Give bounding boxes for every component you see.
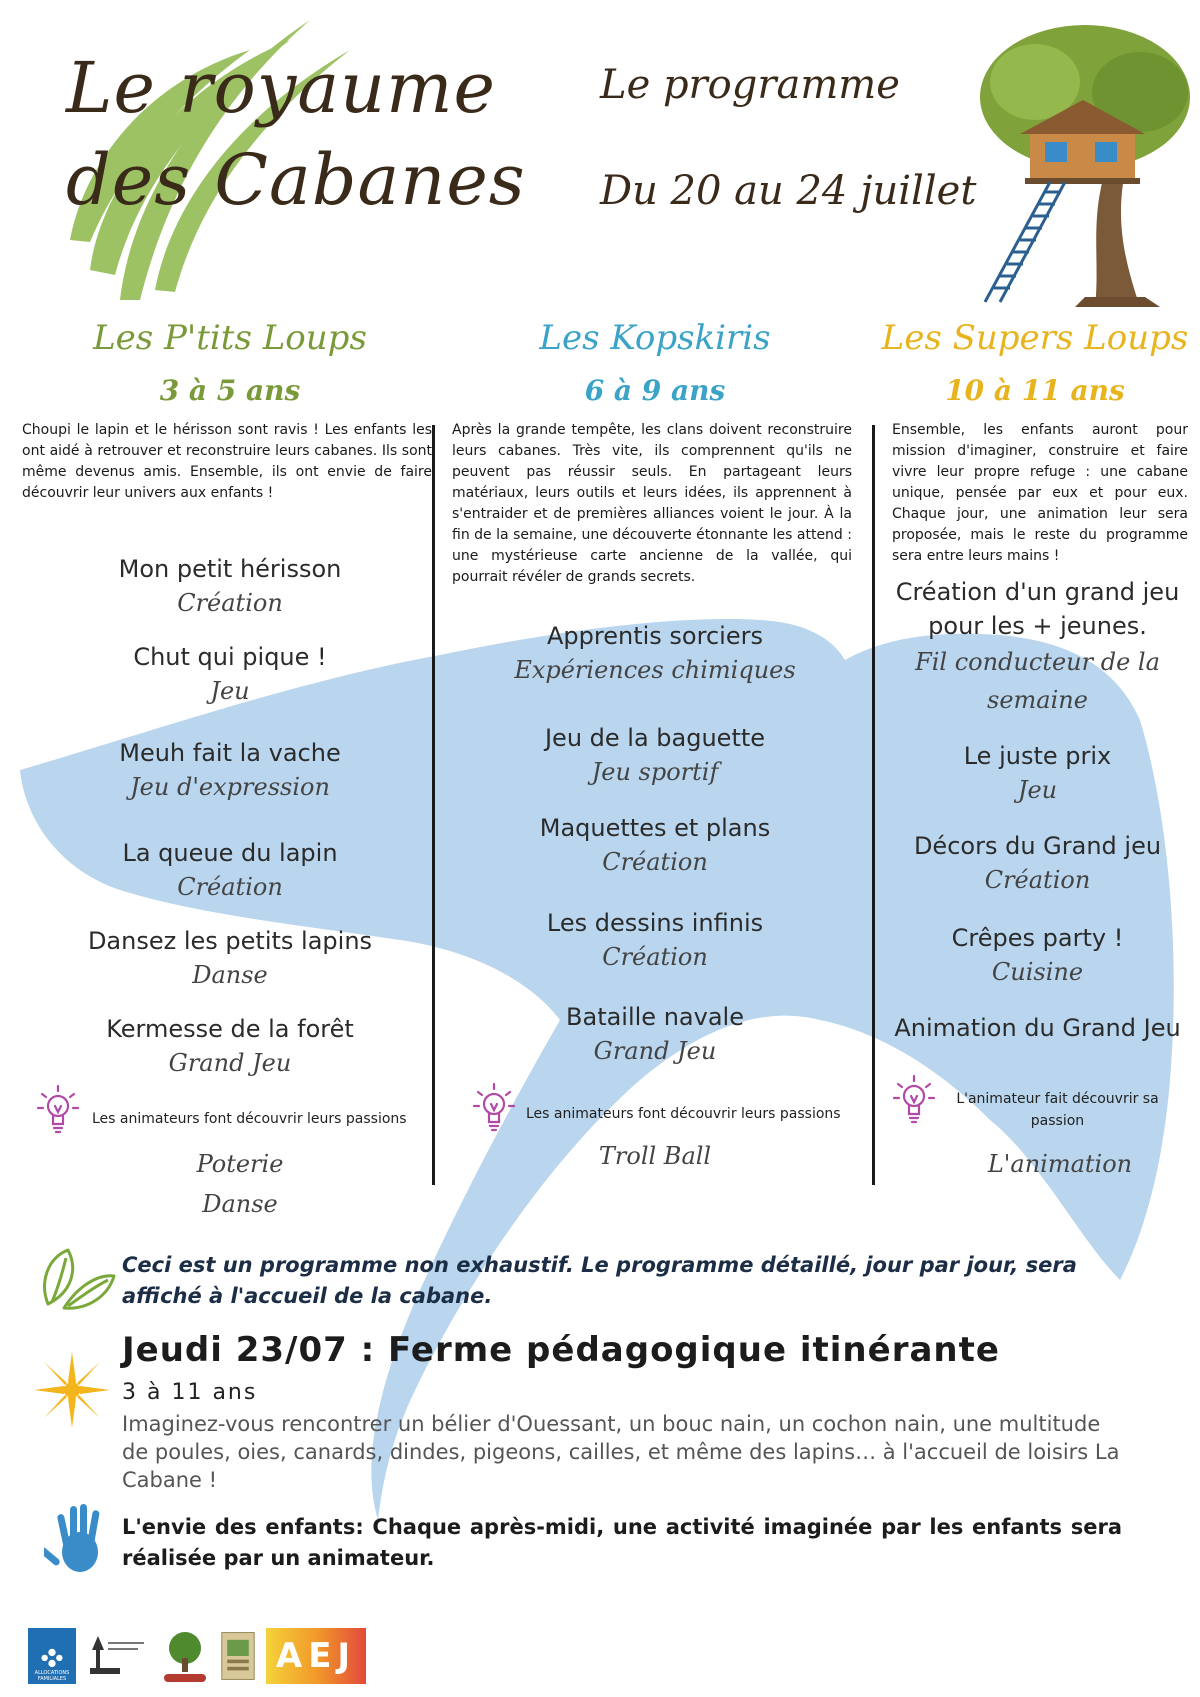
- passion-item: Troll Ball: [598, 1142, 712, 1170]
- activity-title: Décors du Grand jeu: [913, 832, 1162, 860]
- group-description-kopskiris: Après la grande tempête, les clans doivent reconstruire leurs cabanes. Très vite, ils comprennent qu'ils ne peuvent pas réussir seuls. En partageant leurs matériaux, leurs outils et leurs idées, ils apprennent à s'entraider et de premières alliances voient le jour. À la fin de la semaine, une découverte étonnante les attend : une mystérieuse carte ancienne de la vallée, qui pourrait révéler de grands secrets.: [452, 422, 852, 585]
- activity-type: Grand Jeu: [168, 1049, 292, 1077]
- activity-type: Cuisine: [991, 958, 1084, 986]
- passion-item: L'animation: [987, 1150, 1133, 1178]
- activity-item: [20, 739, 440, 839]
- passion-caption-kopskiris: Les animateurs font découvrir leurs passions: [526, 1106, 841, 1122]
- tree-logo: [160, 1628, 210, 1684]
- activity-type: Expériences chimiques: [514, 656, 796, 684]
- activity-title: Maquettes et plans: [539, 814, 771, 842]
- activity-type: Grand Jeu: [593, 1037, 717, 1065]
- activity-type: Jeu d'expression: [130, 773, 330, 801]
- activity-title: Kermesse de la forêt: [106, 1015, 354, 1043]
- activity-type: Création: [177, 589, 283, 617]
- activity-title: Les dessins infinis: [546, 909, 764, 937]
- lightbulb-icon: [472, 1080, 516, 1136]
- passion-item: Danse: [202, 1190, 278, 1218]
- activity-item: [445, 814, 865, 909]
- activity-type: Fil conducteur de la semaine: [915, 648, 1160, 714]
- main-title-line-2: des Cabanes: [66, 139, 526, 221]
- activity-item: [445, 1003, 865, 1091]
- caf-logo-text: ALLOCATIONS FAMILIALES: [34, 1670, 70, 1682]
- commune-logo: [88, 1628, 150, 1684]
- activity-title: Animation du Grand Jeu: [894, 1014, 1181, 1042]
- passion-caption-ptits-loups: Les animateurs font découvrir leurs passions: [92, 1111, 407, 1127]
- group-name-ptits-loups: Les P'tits Loups: [93, 318, 367, 358]
- activity-item: [20, 555, 440, 643]
- activity-type: Création: [177, 873, 283, 901]
- activity-title: Jeu de la baguette: [544, 724, 766, 752]
- aej-logo: AEJ: [266, 1628, 366, 1684]
- activity-list-kopskiris: [445, 622, 865, 1091]
- passion-caption-supers-loups: L'animateur fait découvrir sa passion: [956, 1091, 1159, 1129]
- activity-item: [880, 742, 1195, 832]
- group-description-supers-loups: Ensemble, les enfants auront pour mission d'imaginer, construire et faire vivre leur propre refuge : une cabane unique, pensée par eux et pour eux. Chaque jour, une animation leur sera proposée, mais le reste du programme sera entre leurs mains !: [892, 422, 1188, 564]
- group-age-kopskiris: 6 à 9 ans: [584, 374, 726, 407]
- activity-item: [20, 643, 440, 739]
- group-age-supers-loups: 10 à 11 ans: [945, 374, 1125, 407]
- activity-item: [20, 839, 440, 927]
- lightbulb-icon: [36, 1082, 80, 1138]
- treehouse-illustration: [975, 22, 1195, 312]
- main-title-line-1: Le royaume: [66, 47, 496, 129]
- leaves-icon: [38, 1244, 118, 1314]
- envie-des-enfants: L'envie des enfants: Chaque après-midi, une activité imaginée par les enfants sera réalisée par un animateur.: [122, 1515, 1122, 1570]
- activity-list-supers-loups: [880, 742, 1195, 1074]
- activity-title: Dansez les petits lapins: [87, 927, 373, 955]
- activity-type: Création: [602, 943, 708, 971]
- activity-type: Création: [602, 848, 708, 876]
- main-title: [66, 42, 526, 226]
- activity-item: [880, 1014, 1195, 1074]
- activity-title: Le juste prix: [963, 742, 1112, 770]
- activity-type: Création: [984, 866, 1091, 894]
- activity-type: Jeu: [1017, 776, 1058, 804]
- jeudi-event-age: 3 à 11 ans: [122, 1380, 258, 1405]
- group-description-ptits-loups: Choupi le lapin et le hérisson sont ravis ! Les enfants les ont aidé à retrouver et reconstruire leurs cabanes. Ils sont même devenus amis. Ensemble, ils ont envie de faire découvrir leur univers aux enfants !: [22, 422, 432, 501]
- activity-item: [20, 927, 440, 1015]
- group-name-supers-loups: Les Supers Loups: [881, 318, 1189, 358]
- lead-activity: [880, 575, 1195, 719]
- sun-star-icon: [32, 1350, 112, 1430]
- activity-title: Création d'un grand jeu pour les + jeunes.: [895, 578, 1180, 640]
- programme-heading: Le programme: [600, 62, 900, 108]
- activity-item: [445, 909, 865, 1003]
- activity-title: Bataille navale: [566, 1003, 744, 1031]
- activity-item: [880, 832, 1195, 924]
- activity-item: [20, 1015, 440, 1103]
- activity-item: [880, 924, 1195, 1014]
- lightbulb-icon: [892, 1072, 936, 1128]
- column-divider: [432, 425, 435, 1185]
- caf-logo-mark: [38, 1646, 66, 1668]
- activity-title: Mon petit hérisson: [118, 555, 342, 583]
- group-age-ptits-loups: 3 à 5 ans: [159, 374, 301, 407]
- passion-item: Poterie: [196, 1150, 284, 1178]
- activity-title: Crêpes party !: [951, 924, 1124, 952]
- activity-title: La queue du lapin: [122, 839, 338, 867]
- library-logo: [220, 1628, 256, 1684]
- activity-type: Jeu: [210, 677, 250, 705]
- caf-logo: [28, 1628, 76, 1684]
- partner-logos: [28, 1628, 388, 1684]
- programme-dates: Du 20 au 24 juillet: [600, 168, 977, 214]
- programme-disclaimer: Ceci est un programme non exhaustif. Le programme détaillé, jour par jour, sera affiché à l'accueil de la cabane.: [122, 1253, 1077, 1308]
- column-divider: [872, 425, 875, 1185]
- jeudi-event-description: Imaginez-vous rencontrer un bélier d'Ouessant, un bouc nain, un cochon nain, une multitude de poules, oies, canards, dindes, pigeons, cailles, et même des lapins… à l'accueil de loisirs La Cabane !: [122, 1412, 1120, 1492]
- activity-title: Chut qui pique !: [133, 643, 327, 671]
- activity-type: Danse: [192, 961, 268, 989]
- activity-list-ptits-loups: [20, 555, 440, 1103]
- activity-title: Meuh fait la vache: [119, 739, 341, 767]
- group-name-kopskiris: Les Kopskiris: [539, 318, 771, 358]
- activity-item: [445, 622, 865, 724]
- activity-title: Apprentis sorciers: [547, 622, 763, 650]
- activity-type: Jeu sportif: [591, 758, 719, 786]
- jeudi-event-title: Jeudi 23/07 : Ferme pédagogique itinérante: [122, 1330, 1000, 1370]
- hand-print-icon: [44, 1500, 114, 1580]
- activity-item: [445, 724, 865, 814]
